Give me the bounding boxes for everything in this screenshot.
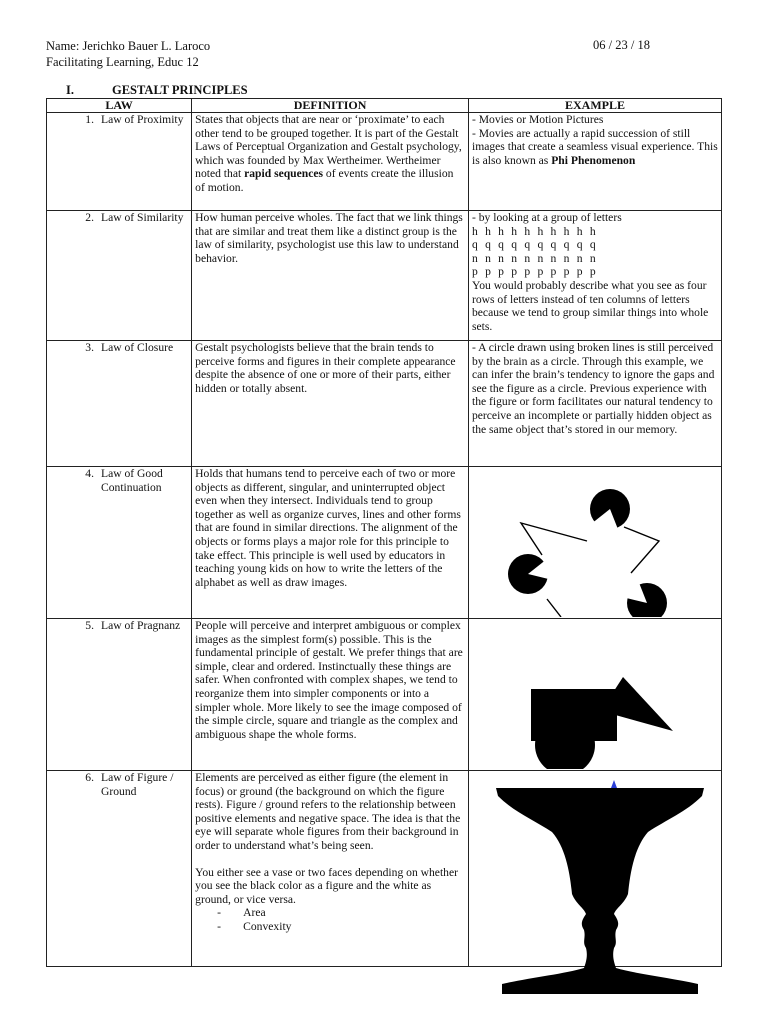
bullet-text: Area <box>243 906 266 920</box>
law-number: 4. <box>85 467 94 480</box>
law-cell <box>47 619 192 771</box>
example-cell: - A circle drawn using broken lines is still perceived by the brain as a circle. Through this example, we can infer the brain’s tendency to ignore the gaps and see the figure as a circle. Previous experience with the figure or form facilitates our natural tendency to perceive an incomplete or partially hidden object as the same object that’s stored in our memory. <box>468 341 721 467</box>
definition-cell <box>192 771 469 967</box>
square-shape <box>531 689 617 741</box>
kanizsa-triangle-illustration <box>469 467 713 617</box>
definition-text: You either see a vase or two faces depending on whether you see the black color as a figure and the white as ground, or vice versa. <box>195 865 458 906</box>
pragnanz-shapes-illustration <box>469 619 713 769</box>
example-cell <box>468 619 721 771</box>
example-bold: Phi Phenomenon <box>551 153 636 167</box>
triangle-outline <box>547 599 561 617</box>
bullet-text: Convexity <box>243 919 292 933</box>
date: 06 / 23 / 18 <box>593 38 650 52</box>
example-text: - Movies are actually a rapid succession of still images that create a seamless visual experience. This is also known as <box>471 126 718 167</box>
definition-cell <box>192 113 469 211</box>
illusory-triangle <box>528 509 647 603</box>
table-row <box>47 467 722 619</box>
letter-row: q q q q q q q q q q <box>471 238 598 252</box>
table-row <box>47 619 722 771</box>
col-header-definition: DEFINITION <box>192 99 469 113</box>
letter-row: n n n n n n n n n n <box>471 251 598 265</box>
law-number: 5. <box>85 619 94 632</box>
table-header-row <box>47 99 722 113</box>
table-row <box>47 113 722 211</box>
section-title: GESTALT PRINCIPLES <box>112 83 248 97</box>
law-name: Law of Pragnanz <box>101 619 181 632</box>
law-name: Law of Good Continuation <box>101 467 163 494</box>
law-number: 2. <box>85 211 94 224</box>
law-cell <box>47 467 192 619</box>
definition-text: States that objects that are near or ‘proximate’ to each other tend to be grouped together. It is part of the Gestalt Laws of Perceptual Organization and Gestalt psychology, which was founded by Max Wertheimer. Wertheimer noted that <box>195 113 462 181</box>
law-name: Law of Figure / Ground <box>101 771 174 798</box>
definition-cell: Gestalt psychologists believe that the brain tends to perceive forms and figures in their complete appearance despite the absence of one or more of their parts, either hidden or totally absent. <box>192 341 469 467</box>
table-row <box>47 341 722 467</box>
law-cell <box>47 341 192 467</box>
law-number: 1. <box>85 113 94 126</box>
list-item: - Area <box>217 906 266 920</box>
table-row <box>47 211 722 341</box>
definition-text: of events create the illusion of motion. <box>195 167 454 194</box>
marker-icon <box>611 780 617 788</box>
col-header-example: EXAMPLE <box>468 99 721 113</box>
law-number: 6. <box>85 771 94 784</box>
letter-row: h h h h h h h h h h <box>471 224 598 238</box>
list-item: - Convexity <box>217 919 292 933</box>
law-cell <box>47 113 192 211</box>
example-text: You would probably describe what you see as four rows of letters instead of ten columns of letters because we tend to group similar things into whole sets. <box>471 278 709 333</box>
letter-row: p p p p p p p p p p <box>471 265 598 279</box>
example-text: - by looking at a group of letters <box>471 211 622 224</box>
law-number: 3. <box>85 341 94 354</box>
definition-text: Elements are perceived as either figure (the element in focus) or ground (the background on which the figure rests). Figure / ground refers to the relationship between positive elements and negative space. The idea is that the eye will separate whole figures from their background in order to understand what’s being seen. <box>195 771 461 852</box>
col-header-law: LAW <box>47 99 192 113</box>
example-text: - Movies or Motion Pictures <box>471 113 604 126</box>
rubin-vase-illustration <box>496 778 704 994</box>
law-cell <box>47 771 192 967</box>
vase-shape <box>496 788 704 994</box>
example-cell <box>468 113 721 211</box>
law-name: Law of Closure <box>101 341 174 354</box>
law-name: Law of Proximity <box>101 113 184 126</box>
definition-bold: rapid sequences <box>244 167 324 181</box>
section-heading <box>66 83 248 98</box>
course-name: Facilitating Learning, Educ 12 <box>46 55 199 69</box>
law-cell <box>47 211 192 341</box>
definition-cell: How human perceive wholes. The fact that we link things that are similar and treat them like a distinct group is the law of similarity, psychologist use this law to understand behavior. <box>192 211 469 341</box>
section-number: I. <box>66 83 74 97</box>
student-name: Name: Jerichko Bauer L. Laroco <box>46 39 211 53</box>
law-name: Law of Similarity <box>101 211 184 224</box>
definition-cell: People will perceive and interpret ambiguous or complex images as the simplest form(s) possible. This is the fundamental principle of gestalt. We prefer things that are simple, clear and ordered. Instinctually these things are safer. When confronted with complex shapes, we tend to reorganize them into simpler components or into a simpler whole. More likely to see the image composed of the simple circle, square and triangle as the complex and ambiguous shape the whole forms. <box>192 619 469 771</box>
example-cell <box>468 467 721 619</box>
example-cell <box>468 211 721 341</box>
definition-cell: Holds that humans tend to perceive each of two or more objects as different, singular, and uninterrupted object even when they intersect. Individuals tend to group together as well as organize curves, lines and other forms that are found in similar directions. The alignment of the objects or forms plays a major role for this principle to take effect. This principle is well used by educators in teaching young kids on how to write the letters of the alphabet as well as draw images. <box>192 467 469 619</box>
